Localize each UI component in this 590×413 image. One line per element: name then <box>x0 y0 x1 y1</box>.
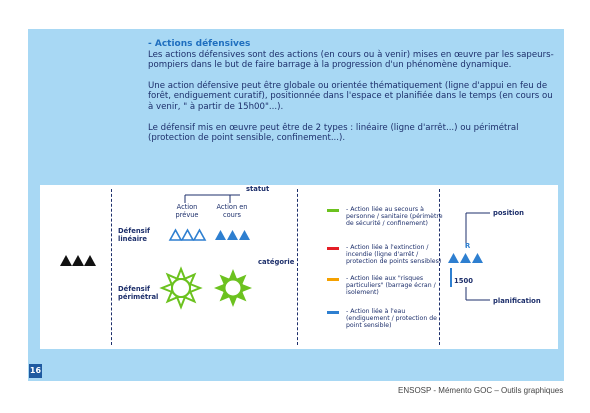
action-en-cours-label: Action en cours <box>216 203 248 219</box>
legend-text: - Action liée à l'eau (endiguement / protection de point sensible) <box>346 308 437 330</box>
legend-text: - Action liée au secours à personne / sanitaire (périmètre de sécurité / confinement) <box>346 206 443 228</box>
section-heading: - Actions défensives <box>148 39 251 49</box>
separator-1 <box>111 189 112 345</box>
categorie-label: catégorie <box>258 258 295 266</box>
perimetral-planned-icon <box>158 265 204 311</box>
legend-item <box>327 244 445 278</box>
linear-ongoing-icon <box>214 227 254 241</box>
legend-item <box>327 206 445 240</box>
symbol-figure <box>40 185 558 349</box>
defensif-perimetral-label: Défensif périmétral <box>118 285 159 301</box>
planification-label: planification <box>493 297 541 305</box>
legend-text: - Action liée à l'extinction / incendie (ligne d'arrêt / protection de points sensibles) <box>346 244 442 266</box>
text-block <box>148 39 554 154</box>
legend-swatch-green <box>327 209 339 212</box>
perimetral-ongoing-icon <box>210 265 256 311</box>
action-prevue-label: Action prévue <box>175 203 199 219</box>
legend-item <box>327 308 445 342</box>
legend-text: - Action liée aux "risques particuliers" (barrage écran / isolement) <box>346 275 436 297</box>
statut-label: statut <box>246 185 270 193</box>
page-number: 16 <box>29 364 42 378</box>
legend-swatch-red <box>327 247 339 250</box>
footer-text: ENSOSP - Mémento GOC – Outils graphiques <box>398 386 564 395</box>
symbol-letter: R <box>465 242 471 250</box>
symbol-time: 1500 <box>454 277 473 285</box>
symbol-time-box <box>450 268 473 287</box>
separator-2 <box>297 189 298 345</box>
paragraph-3: Le défensif mis en œuvre peut être de 2 types : linéaire (ligne d'arrêt...) ou périmétral (protection de point sensible, confinement...). <box>148 122 519 144</box>
paragraph-2: Une action défensive peut être globale ou orientée thématiquement (ligne d'appui en feu de forêt, endiguement curatif), positionnée dans l'espace et planifiée dans le temps (en cours ou à venir, " à partir de 15h00"...). <box>148 80 553 112</box>
linear-planned-icon <box>169 227 209 241</box>
defensif-lineaire-label: Défensif linéaire <box>118 227 150 243</box>
linear-black-symbol-icon <box>60 253 98 267</box>
legend-item <box>327 275 445 305</box>
legend-swatch-orange <box>327 278 339 281</box>
linear-symbol-example-icon <box>447 250 487 264</box>
paragraph-1: Les actions défensives sont des actions (en cours ou à venir) mises en œuvre par les sapeurs-pompiers dans le but de faire barrage à la progression d'un phénomène dynamique. <box>148 49 554 71</box>
position-label: position <box>493 209 524 217</box>
legend-swatch-blue <box>327 311 339 314</box>
